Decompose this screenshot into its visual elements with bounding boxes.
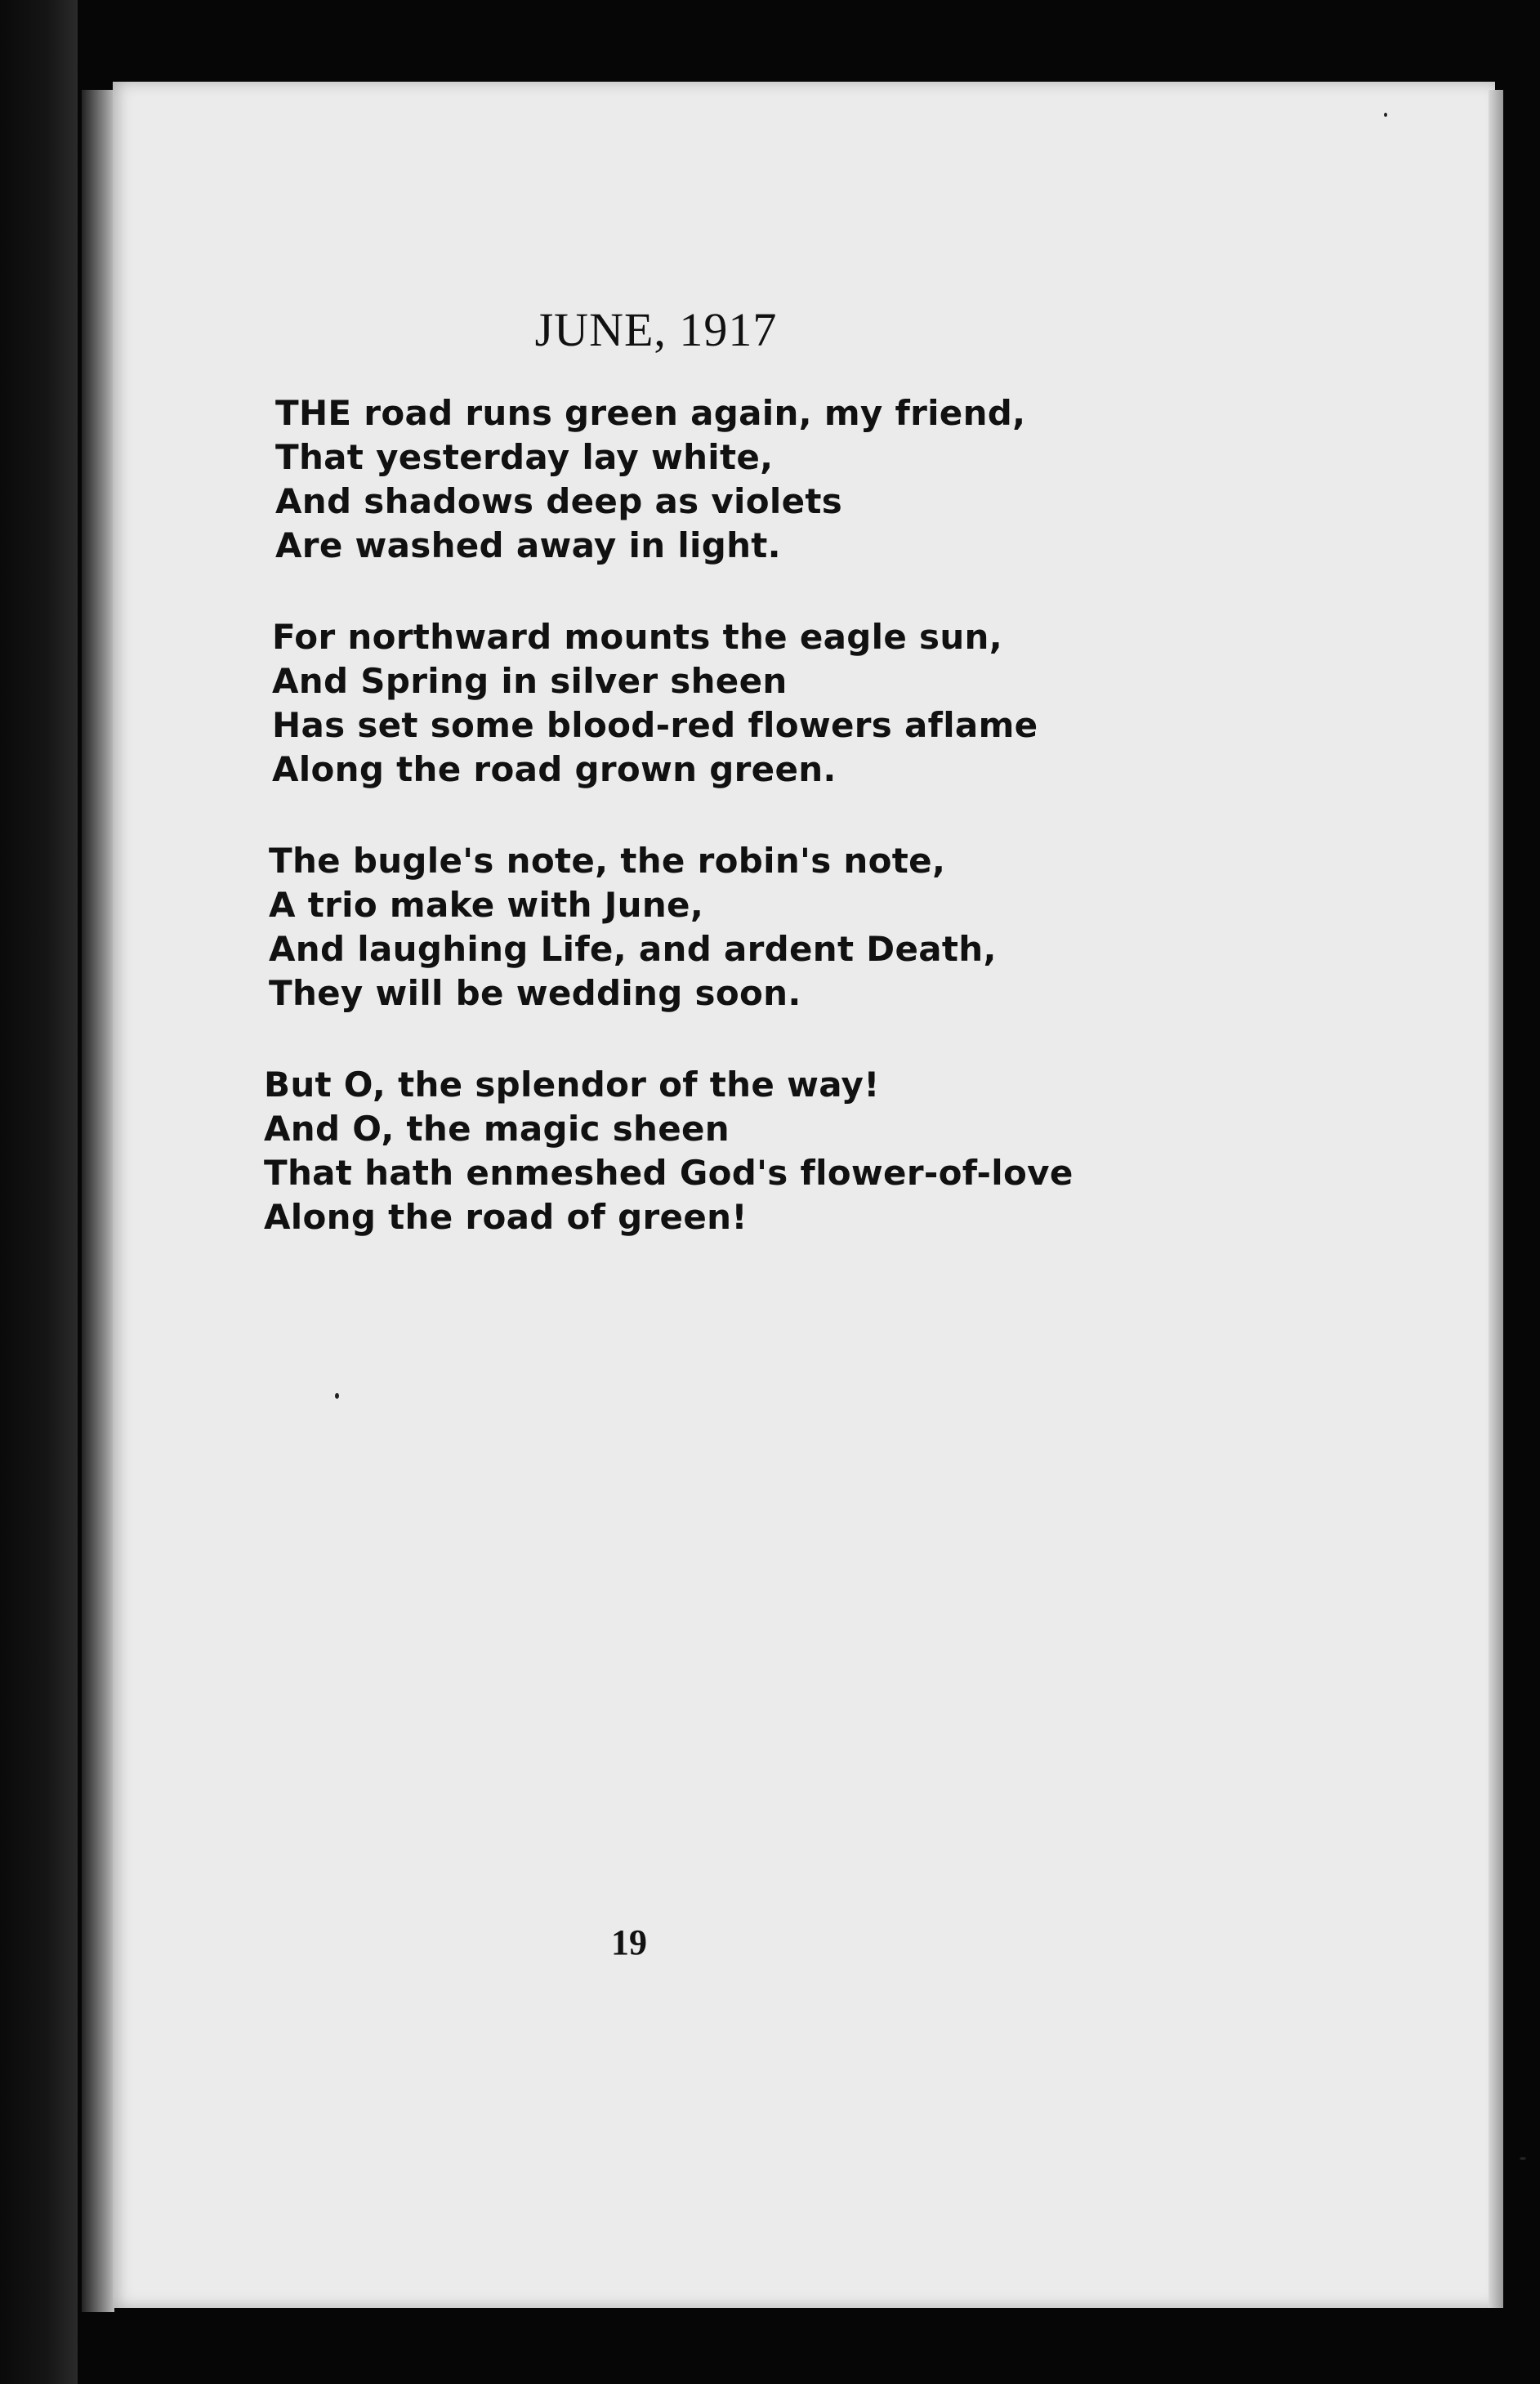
stanza — [264, 391, 1026, 568]
poem-line: The bugle's note, the robin's note, — [269, 841, 946, 881]
book-binding — [82, 90, 114, 2312]
stanza — [264, 615, 1038, 792]
poem-line: For northward mounts the eagle sun, — [272, 617, 1003, 657]
dust-speck — [1520, 2157, 1526, 2160]
poem-line: Along the road of green! — [264, 1197, 748, 1237]
poem-line: Has set some blood-red flowers aflame — [272, 705, 1038, 745]
poem-line: A trio make with June, — [269, 885, 704, 925]
poem-body — [264, 302, 1074, 1287]
poem-line: They will be wedding soon. — [269, 973, 801, 1013]
page-edge-shadow — [1489, 90, 1503, 2308]
page-number: 19 — [611, 1922, 647, 1962]
poem-line: And laughing Life, and ardent Death, — [269, 929, 997, 969]
poem-line: And Spring in silver sheen — [272, 661, 788, 701]
stanza — [264, 839, 999, 1016]
poem-line: Are washed away in light. — [275, 525, 781, 565]
facing-page-edge — [0, 0, 78, 2384]
poem-line: THE road runs green again, my friend, — [275, 393, 1026, 433]
poem-line: And shadows deep as violets — [275, 481, 843, 521]
poem-line: And O, the magic sheen — [264, 1109, 730, 1149]
poem-line: Along the road grown green. — [272, 749, 837, 789]
dust-speck — [335, 1393, 339, 1399]
poem-line: But O, the splendor of the way! — [264, 1065, 880, 1105]
poem-title: JUNE, 1917 — [534, 303, 778, 356]
dust-speck — [1384, 113, 1387, 117]
poem-line: That hath enmeshed God's flower-of-love — [264, 1153, 1074, 1193]
poem-line: That yesterday lay white, — [275, 437, 774, 477]
stanza — [264, 1063, 1074, 1239]
